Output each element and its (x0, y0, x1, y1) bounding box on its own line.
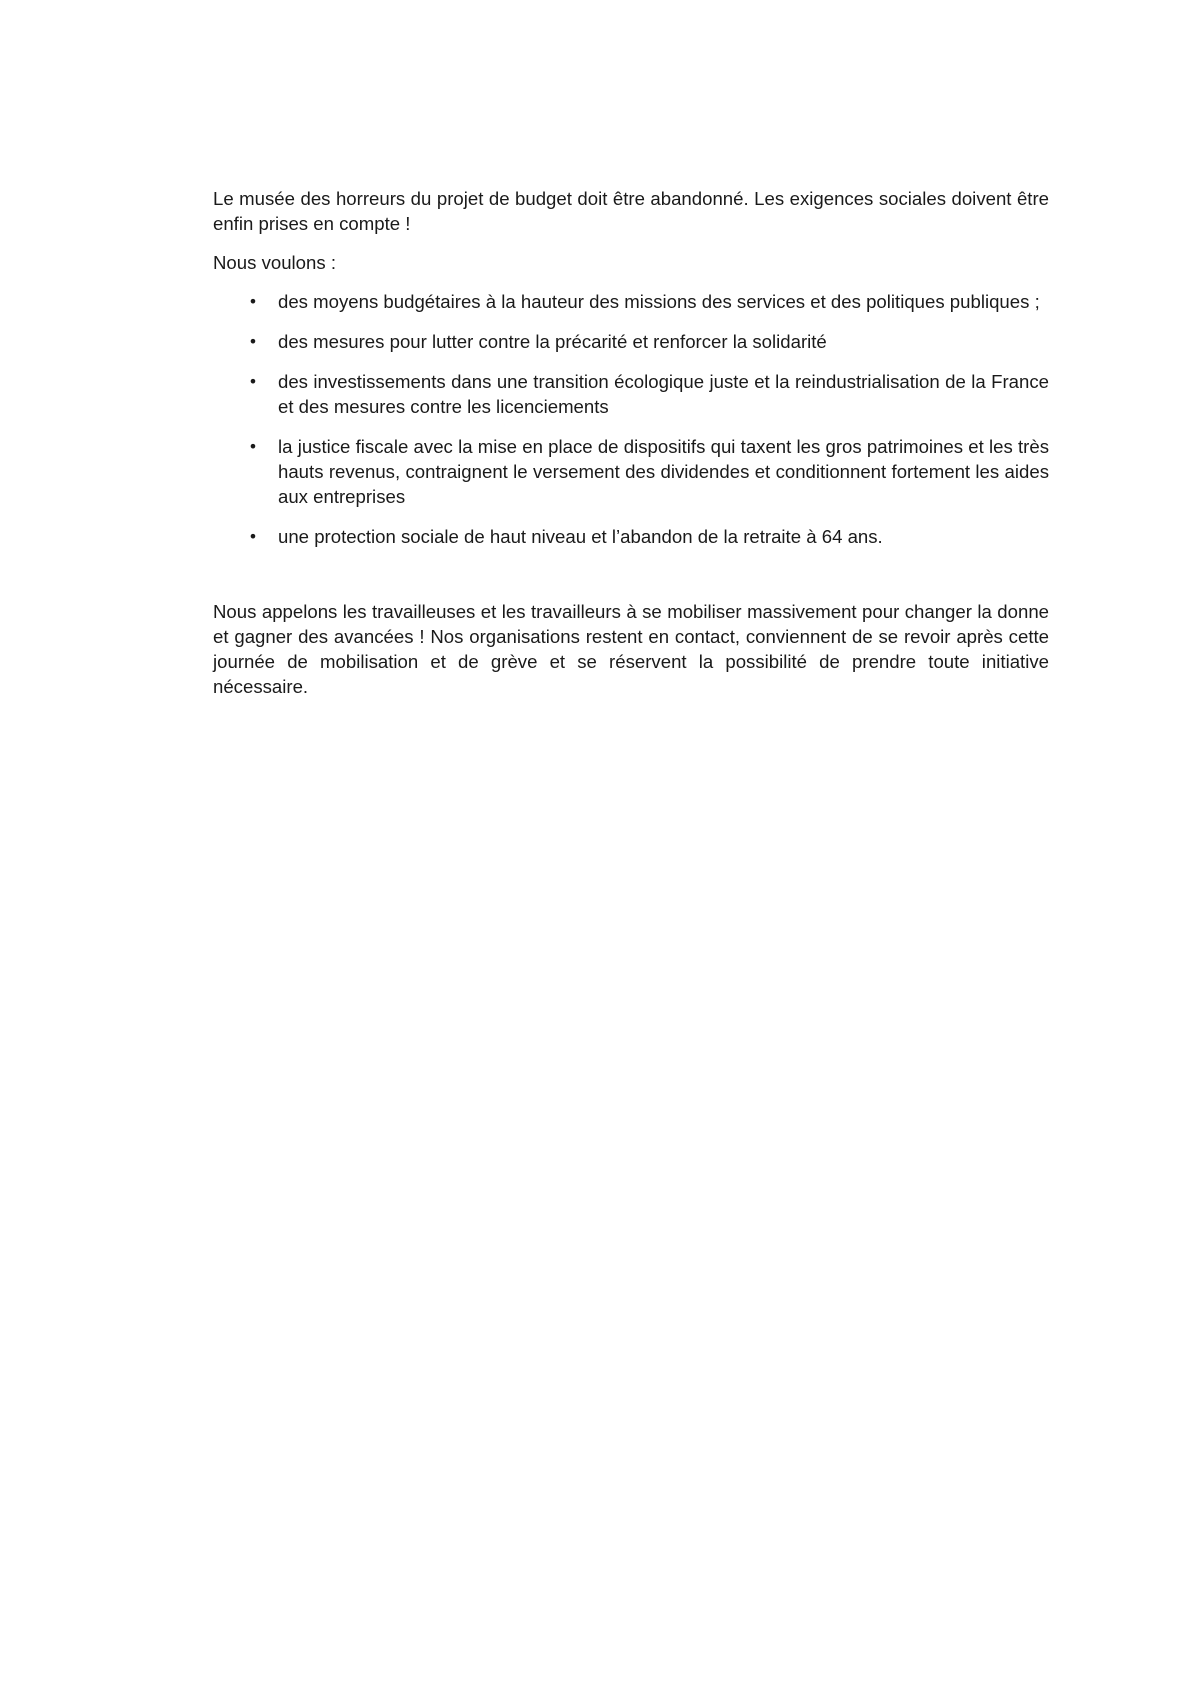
list-item (213, 289, 1049, 314)
demand-text: des investissements dans une transition écologique juste et la reindustrialisation de la France et des mesures contre les licenciements (278, 371, 1049, 417)
list-item (213, 434, 1049, 509)
bullet-icon: • (248, 372, 258, 391)
closing-paragraph: Nous appelons les travailleuses et les travailleurs à se mobiliser massivement pour changer la donne et gagner des avancées ! Nos organisations restent en contact, conviennent de se revoir après cette journée de mobilisation et de grève et se réservent la possibilité de prendre toute initiative nécessaire. (213, 601, 1049, 697)
bullet-icon: • (248, 527, 258, 546)
list-item (213, 329, 1049, 354)
bullet-icon: • (248, 437, 258, 456)
demands-list (213, 289, 1049, 549)
list-item (213, 369, 1049, 419)
demand-text: la justice fiscale avec la mise en place de dispositifs qui taxent les gros patrimoines et les très hauts revenus, contraignent le versement des dividendes et conditionnent fortement les aides aux entreprises (278, 436, 1049, 507)
list-item (213, 524, 1049, 549)
demand-text: des mesures pour lutter contre la précarité et renforcer la solidarité (278, 331, 827, 352)
intro-paragraph: Le musée des horreurs du projet de budget doit être abandonné. Les exigences sociales doivent être enfin prises en compte ! (213, 188, 1049, 234)
bullet-icon: • (248, 332, 258, 351)
bullet-icon: • (248, 292, 258, 311)
demand-text: des moyens budgétaires à la hauteur des missions des services et des politiques publiques ; (278, 291, 1040, 312)
demand-text: une protection sociale de haut niveau et l’abandon de la retraite à 64 ans. (278, 526, 883, 547)
document-body (213, 186, 1049, 699)
lead-paragraph: Nous voulons : (213, 252, 336, 273)
